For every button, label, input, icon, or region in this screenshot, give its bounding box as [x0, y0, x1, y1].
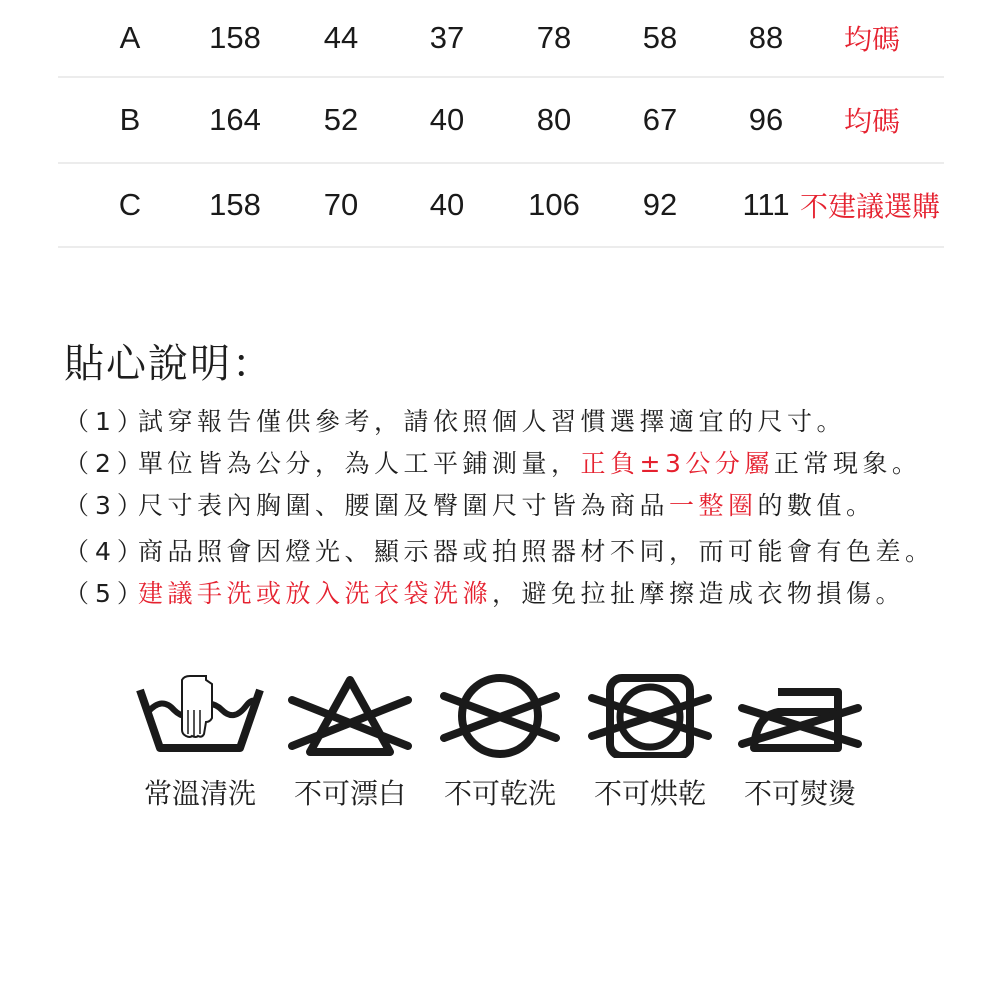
table-cell: 111: [742, 187, 790, 222]
note-text: 正常現象。: [773, 449, 922, 478]
note-highlight: 正負±3公分屬: [580, 449, 774, 478]
size-table: [58, 0, 944, 248]
note-number: （4）: [64, 537, 148, 566]
table-cell: 70: [323, 187, 359, 222]
no-iron-icon: [734, 672, 866, 758]
hand-wash-icon: [134, 672, 266, 758]
care-item-no-tumble-dry: [580, 672, 720, 812]
table-cell: 67: [642, 102, 678, 137]
note-item: [64, 486, 935, 528]
note-item: [64, 402, 935, 444]
table-cell: 44: [323, 20, 359, 55]
note-number: （3）: [64, 491, 148, 520]
note-item: [64, 532, 935, 574]
size-label: A: [119, 20, 141, 55]
table-row: [58, 78, 944, 164]
care-label: 不可烘乾: [593, 777, 706, 810]
note-highlight: 建議手洗或放入洗衣袋洗滌: [138, 579, 493, 608]
table-cell: 88: [748, 20, 784, 55]
care-item-hand-wash: [130, 672, 270, 812]
note-text: 的數值。: [757, 491, 876, 520]
care-item-no-iron: [730, 672, 870, 812]
care-label: 不可熨燙: [743, 777, 856, 810]
note-number: （5）: [64, 579, 148, 608]
size-label: B: [119, 102, 141, 137]
notes-title: 貼心說明：: [64, 341, 274, 387]
note-text: 單位皆為公分，為人工平鋪測量，: [138, 449, 581, 478]
table-cell: 80: [536, 102, 572, 137]
care-label: 常溫清洗: [143, 777, 256, 810]
table-cell: 78: [536, 20, 572, 55]
note-highlight: 一整圈: [669, 491, 758, 520]
note-text: 商品照會因燈光、顯示器或拍照器材不同，而可能會有色差。: [138, 537, 935, 566]
note-number: （2）: [64, 449, 148, 478]
table-cell: 92: [642, 187, 678, 222]
note-number: （1）: [64, 407, 148, 436]
size-note: 不建議選購: [799, 190, 941, 223]
table-row: [58, 0, 944, 78]
care-item-no-dry-clean: [430, 672, 570, 812]
care-item-no-bleach: [280, 672, 420, 812]
note-item: [64, 574, 935, 616]
care-label: 不可漂白: [293, 777, 406, 810]
note-text: 尺寸表內胸圍、腰圍及臀圍尺寸皆為商品: [138, 491, 670, 520]
table-cell: 52: [323, 102, 359, 137]
table-cell: 40: [429, 102, 465, 137]
no-dry-clean-icon: [434, 672, 566, 758]
table-cell: 158: [209, 187, 261, 222]
table-cell: 96: [748, 102, 784, 137]
no-tumble-dry-icon: [584, 672, 716, 758]
note-text: ，避免拉扯摩擦造成衣物損傷。: [492, 579, 906, 608]
size-label: C: [118, 187, 142, 222]
size-note: 均碼: [843, 105, 901, 138]
size-note: 均碼: [843, 23, 901, 56]
table-cell: 37: [429, 20, 465, 55]
table-cell: 158: [209, 20, 261, 55]
notes-list: [64, 402, 935, 616]
table-row: [58, 164, 944, 248]
table-cell: 164: [209, 102, 261, 137]
care-label: 不可乾洗: [443, 777, 556, 810]
no-bleach-icon: [284, 672, 416, 758]
table-cell: 106: [528, 187, 580, 222]
table-cell: 58: [642, 20, 678, 55]
note-item: [64, 444, 935, 486]
table-cell: 40: [429, 187, 465, 222]
note-text: 試穿報告僅供參考，請依照個人習慣選擇適宜的尺寸。: [138, 407, 847, 436]
